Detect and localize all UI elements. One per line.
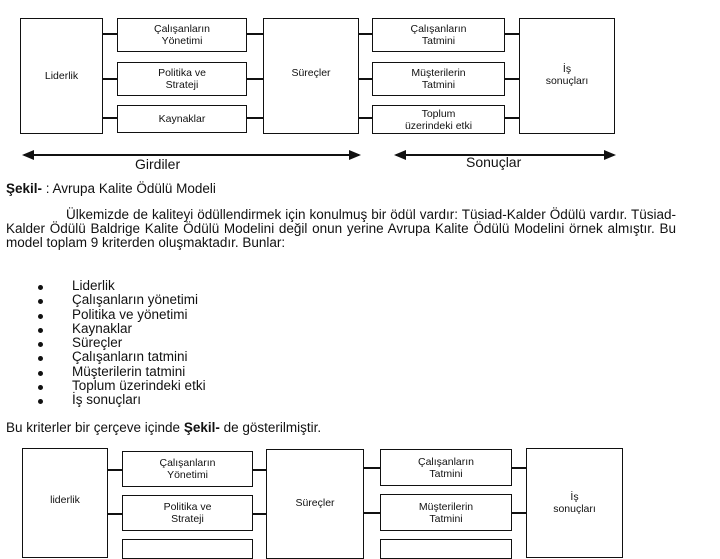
inputs-label: Girdiler: [135, 156, 181, 172]
list-item: Toplum üzerindeki etki: [32, 379, 206, 393]
connector: [246, 33, 263, 35]
list-item: Çalışanların tatmini: [32, 350, 206, 364]
connector: [504, 117, 519, 119]
connector: [107, 469, 123, 471]
box-processes: Süreçler: [266, 449, 364, 559]
body-paragraph: [6, 208, 676, 251]
box-customer-satisfaction: Müşterilerin Tatmini: [372, 62, 505, 96]
paragraph-text: Ülkemizde de kaliteyi ödüllendirmek için konulmuş bir ödül vardır: Tüsiad-Kalder Ödülü vardır. Tüsiad-Kalder Ödülü Baldrige Kalite Ödülü Modelini değil onun yerine Avrupa Kalite Ödülü Modelini örnek almıştır. Bu model toplam 9 kriterden oluşmaktadır. Bunlar:: [6, 207, 676, 251]
closing-sentence: [6, 420, 321, 435]
connector: [363, 467, 380, 469]
figure-caption: [6, 181, 216, 196]
connector: [246, 78, 263, 80]
inputs-arrow: [24, 154, 359, 156]
box-leadership: liderlik: [22, 448, 108, 558]
connector: [252, 469, 267, 471]
box-resources: Kaynaklar: [117, 105, 247, 133]
connector: [358, 78, 372, 80]
list-item: İş sonuçları: [32, 393, 206, 407]
connector: [363, 512, 380, 514]
connector: [358, 33, 372, 35]
box-business-results: İş sonuçları: [526, 448, 623, 558]
box-policy-strategy: Politika ve Strateji: [122, 495, 253, 531]
caption-figure-ref: Şekil-: [6, 181, 43, 196]
caption-text: : Avrupa Kalite Ödülü Modeli: [42, 181, 216, 196]
list-item: Politika ve yönetimi: [32, 308, 206, 322]
box-people-management: Çalışanların Yönetimi: [122, 451, 253, 487]
list-item: Çalışanların yönetimi: [32, 293, 206, 307]
connector: [102, 117, 117, 119]
criteria-list: [32, 279, 206, 408]
connector: [246, 117, 263, 119]
box-processes: Süreçler: [263, 18, 359, 134]
box-resources: [122, 539, 253, 559]
box-leadership: Liderlik: [20, 18, 103, 134]
connector: [358, 117, 372, 119]
connector: [504, 33, 519, 35]
box-customer-satisfaction: Müşterilerin Tatmini: [380, 494, 512, 531]
box-business-results: İş sonuçları: [519, 18, 615, 134]
connector: [504, 78, 519, 80]
connector: [102, 78, 117, 80]
connector: [102, 33, 117, 35]
box-people-satisfaction: Çalışanların Tatmini: [380, 449, 512, 486]
box-people-management: Çalışanların Yönetimi: [117, 18, 247, 52]
box-people-satisfaction: Çalışanların Tatmini: [372, 18, 505, 52]
list-item: Liderlik: [32, 279, 206, 293]
box-society-impact: [380, 539, 512, 559]
closing-figure-ref: Şekil-: [183, 420, 220, 435]
connector: [252, 513, 267, 515]
list-item: Süreçler: [32, 336, 206, 350]
results-label: Sonuçlar: [466, 154, 522, 170]
closing-text: Bu kriterler bir çerçeve içinde: [6, 420, 184, 435]
list-item: Kaynaklar: [32, 322, 206, 336]
box-society-impact: Toplum üzerindeki etki: [372, 105, 505, 134]
closing-text-end: de gösterilmiştir.: [219, 420, 322, 435]
box-policy-strategy: Politika ve Strateji: [117, 62, 247, 96]
list-item: Müşterilerin tatmini: [32, 365, 206, 379]
connector: [107, 513, 123, 515]
connector: [511, 512, 526, 514]
connector: [511, 467, 526, 469]
